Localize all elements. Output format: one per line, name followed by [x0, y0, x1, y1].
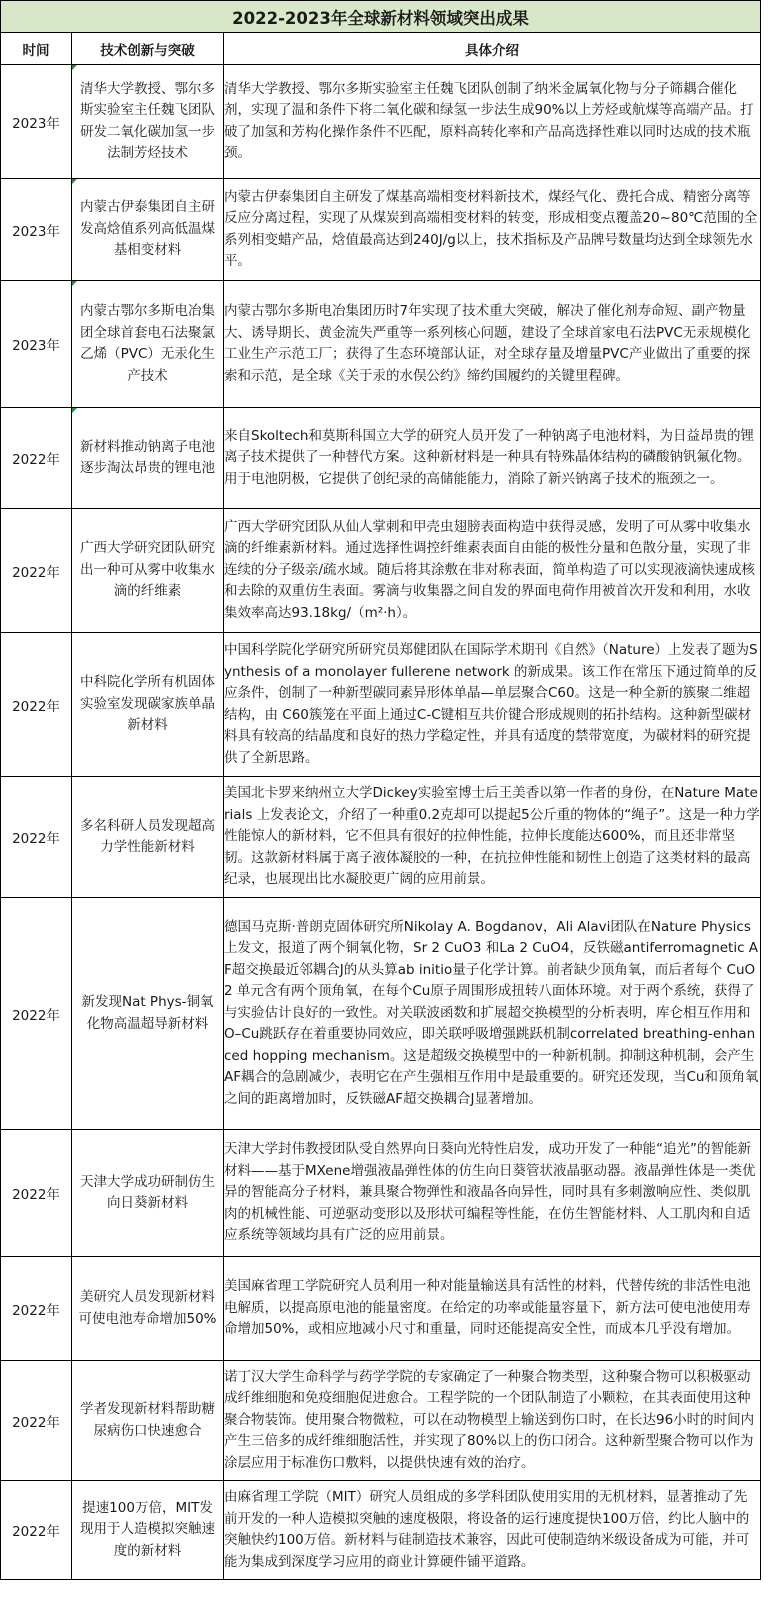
tech-text: 天津大学成功研制仿生向日葵新材料 — [80, 1173, 215, 1211]
table-row — [1, 509, 761, 633]
detail-text: 内蒙古伊泰集团自主研发了煤基高端相变材料新技术，煤经气化、费托合成、精密分离等反应分离过程，实现了从煤炭到高端相变材料的转变，形成相变点覆盖20~80℃范围的全系列相变蜡产品，焓值最高达到240J/g以上，技术指标及产品牌号数量均达到全球领先水平。 — [224, 188, 758, 269]
year-cell: 2023年 — [1, 179, 72, 281]
detail-text: 中国科学院化学研究所研究员郑健团队在国际学术期刊《自然》（Nature）上发表了题为Synthesis of a monolayer fullerene network 的新成果。该工作在常压下通过简单的反应条件，创制了一种新型碳同素异形体单晶—单层聚合C60。这是一种全新的簇聚二维超结构，由 C60簇笼在平面上通过C-C键相互共价键合形成规则的拓扑结构。这种新型碳材料具有较高的结晶度和良好的热力学稳定性，并具有适度的禁带宽度，为碳材料的研究提供了全新思路。 — [224, 642, 758, 766]
detail-cell — [224, 408, 761, 509]
cell-comment-marker — [72, 408, 77, 413]
detail-cell — [224, 65, 761, 179]
table-row — [1, 1481, 761, 1580]
table-row — [1, 777, 761, 898]
tech-cell — [72, 633, 224, 777]
detail-text: 广西大学研究团队从仙人掌刺和甲壳虫翅膀表面构造中获得灵感，发明了可从雾中收集水滴的纤维素新材料。通过选择性调控纤维素表面自由能的极性分量和色散分量，实现了非连续的分子级亲/疏水域。随后将其涂敷在非对称表面，简单构造了可以实现液滴快速成核和去除的双重仿生表面。雾滴与收集器之间自发的界面电荷作用被首次开发和利用，水收集效率高达93.18kg/（m²·h）。 — [224, 518, 756, 621]
tech-text: 新发现Nat Phys-铜氧化物高温超导新材料 — [81, 994, 214, 1032]
year-cell: 2022年 — [1, 898, 72, 1130]
table-row — [1, 65, 761, 179]
tech-text: 内蒙古伊泰集团自主研发高焓值系列高低温煤基相变材料 — [80, 199, 215, 259]
tech-text: 美研究人员发现新材料可使电池寿命增加50% — [78, 1289, 217, 1327]
detail-text: 美国北卡罗来纳州立大学Dickey实验室博士后王美香以第一作者的身份，在Nature Materials 上发表论文，介绍了一种重0.2克却可以提起5公斤重的物体的“绳子”。这是一种力学性能惊人的新材料，它不但具有很好的拉伸性能，拉伸长度能达600%，而且还非常坚韧。这款新材料属于离子液体凝胶的一种，在抗拉伸性能和韧性上创造了这类材料的最高纪录，也展现出比水凝胶更广阔的应用前景。 — [224, 785, 760, 888]
table-row — [1, 281, 761, 408]
detail-text: 德国马克斯·普朗克固体研究所Nikolay A. Bogdanov，Ali Alavi团队在Nature Physics上发文，报道了两个铜氧化物，Sr 2 CuO3 和La 2 CuO4，反铁磁antiferromagnetic AF超交换最近邻耦合J的从头算ab initio量子化学计算。前者缺少顶角氧，而后者每个 CuO2 单元含有两个顶角氧，在每个Cu原子周围形成扭转八面体环境。对于两个系统，获得了与实验估计良好的一致性。对关联波函数和扩展超交换模型的分析表明，库仑相互作用和O–Cu跳跃存在着重要协同效应，即关联呼吸增强跳跃机制correlated breathing-enhanced hopping mechanism。这是超级交换模型中的一种新机制。抑制这种机制，会产生AF耦合的急剧减少，表明它在产生强相互作用中是最重要的。研究还发现，当Cu和顶角氧之间的距离增加时，反铁磁AF超交换耦合J显著增加。 — [224, 918, 759, 1107]
table-row — [1, 898, 761, 1130]
tech-text: 多名科研人员发现超高力学性能新材料 — [80, 817, 215, 855]
year-cell: 2022年 — [1, 1481, 72, 1580]
cell-comment-marker — [72, 281, 77, 286]
tech-cell — [72, 179, 224, 281]
tech-text: 内蒙古鄂尔多斯电冶集团全球首套电石法聚氯乙烯（PVC）无汞化生产技术 — [80, 303, 215, 384]
header-time: 时间 — [1, 33, 72, 65]
tech-text: 新材料推动钠离子电池逐步淘汰昂贵的锂电池 — [80, 438, 215, 476]
header-row — [1, 33, 761, 65]
year-cell: 2023年 — [1, 281, 72, 408]
table-title: 2022-2023年全球新材料领域突出成果 — [1, 1, 761, 33]
tech-text: 学者发现新材料帮助糖尿病伤口快速愈合 — [80, 1401, 215, 1439]
detail-text: 诺丁汉大学生命科学与药学学院的专家确定了一种聚合物类型，这种聚合物可以积极驱动成纤维细胞和免疫细胞促进愈合。工程学院的一个团队制造了小颗粒，在其表面使用这种聚合物装饰。使用聚合物微粒，可以在动物模型上输送到伤口时，在长达96小时的时间内产生三倍多的成纤维细胞活性，并实现了80%以上的伤口闭合。这种新型聚合物可以作为涂层应用于标准伤口敷料，以提供快速有效的治疗。 — [224, 1368, 755, 1471]
table-row — [1, 1361, 761, 1481]
tech-cell — [72, 777, 224, 898]
table-row — [1, 179, 761, 281]
detail-cell — [224, 1361, 761, 1481]
year-cell: 2022年 — [1, 1361, 72, 1481]
detail-cell — [224, 281, 761, 408]
header-tech: 技术创新与突破 — [72, 33, 224, 65]
tech-text: 中科院化学所有机固体实验室发现碳家族单晶新材料 — [80, 674, 215, 734]
year-cell: 2022年 — [1, 777, 72, 898]
tech-cell — [72, 1130, 224, 1257]
tech-cell — [72, 1361, 224, 1481]
detail-cell — [224, 509, 761, 633]
year-cell: 2022年 — [1, 1130, 72, 1257]
detail-cell — [224, 633, 761, 777]
tech-cell — [72, 898, 224, 1130]
table-row — [1, 408, 761, 509]
table-row — [1, 1130, 761, 1257]
tech-cell — [72, 1257, 224, 1361]
header-detail: 具体介绍 — [224, 33, 761, 65]
tech-cell — [72, 408, 224, 509]
year-cell: 2022年 — [1, 509, 72, 633]
year-cell: 2022年 — [1, 633, 72, 777]
detail-cell — [224, 898, 761, 1130]
detail-text: 内蒙古鄂尔多斯电冶集团历时7年实现了技术重大突破，解决了催化剂寿命短、副产物量大、诱导期长、黄金流失严重等一系列核心问题，建设了全球首家电石法PVC无汞规模化工业生产示范工厂；获得了生态环境部认证，对全球存量及增量PVC产业做出了重要的探索和示范，是全球《关于汞的水俣公约》缔约国履约的关键里程碑。 — [224, 303, 751, 384]
year-cell: 2022年 — [1, 1257, 72, 1361]
tech-text: 清华大学教授、鄂尔多斯实验室主任魏飞团队研发二氧化碳加氢一步法制芳烃技术 — [80, 80, 215, 161]
tech-text: 广西大学研究团队研究出一种可从雾中收集水滴的纤维素 — [80, 540, 215, 600]
detail-text: 清华大学教授、鄂尔多斯实验室主任魏飞团队创制了纳米金属氧化物与分子筛耦合催化剂，实现了温和条件下将二氧化碳和绿氢一步法生成90%以上芳烃或航煤等高端产品。打破了加氢和芳构化操作条件不匹配，原料高转化率和产品高选择性难以同时达成的技术瓶颈。 — [224, 80, 754, 161]
title-row — [1, 1, 761, 33]
tech-cell — [72, 281, 224, 408]
tech-cell — [72, 1481, 224, 1580]
year-cell: 2022年 — [1, 408, 72, 509]
detail-cell — [224, 1481, 761, 1580]
detail-cell — [224, 179, 761, 281]
table-row — [1, 1257, 761, 1361]
detail-cell — [224, 1257, 761, 1361]
tech-cell — [72, 509, 224, 633]
detail-text: 由麻省理工学院（MIT）研究人员组成的多学科团队使用实用的无机材料，显著推动了先前开发的一种人造模拟突触的速度极限，将设备的运行速度提快100万倍，约比人脑中的突触快约100万倍。新材料与硅制造技术兼容，因此可使制造纳米级设备成为可能，并可能为集成到深度学习应用的商业计算硬件铺平道路。 — [224, 1489, 750, 1570]
detail-text: 来自Skoltech和莫斯科国立大学的研究人员开发了一种钠离子电池材料，为日益昂贵的锂离子技术提供了一种替代方案。这种新材料是一种具有特殊晶体结构的磷酸钠钒氟化物。用于电池阴极，它提供了创纪录的高储能能力，消除了新兴钠离子技术的瓶颈之一。 — [224, 427, 754, 487]
detail-cell — [224, 777, 761, 898]
detail-text: 天津大学封伟教授团队受自然界向日葵向光特性启发，成功开发了一种能“追光”的智能新材料——基于MXene增强液晶弹性体的仿生向日葵管状液晶驱动器。液晶弹性体是一类优异的智能高分子材料，兼具聚合物弹性和液晶各向异性，同时具有多刺激响应性、类似肌肉的机械性能、可逆驱动变形以及形状可编程等性能，在仿生智能材料、人工肌肉和自适应系统等领域均具有广泛的应用前景。 — [224, 1141, 756, 1244]
table-row — [1, 633, 761, 777]
detail-cell — [224, 1130, 761, 1257]
cell-comment-marker — [72, 65, 77, 70]
tech-cell — [72, 65, 224, 179]
detail-text: 美国麻省理工学院研究人员利用一种对能量输送具有活性的材料，代替传统的非活性电池电解质，以提高原电池的能量密度。在给定的功率或能量容量下，新方法可使电池使用寿命增加50%，或相应地减小尺寸和重量，同时还能提高安全性，而成本几乎没有增加。 — [224, 1278, 751, 1338]
tech-text: 提速100万倍，MIT发现用于人造模拟突触速度的新材料 — [80, 1499, 215, 1559]
cell-comment-marker — [72, 179, 77, 184]
year-cell: 2023年 — [1, 65, 72, 179]
